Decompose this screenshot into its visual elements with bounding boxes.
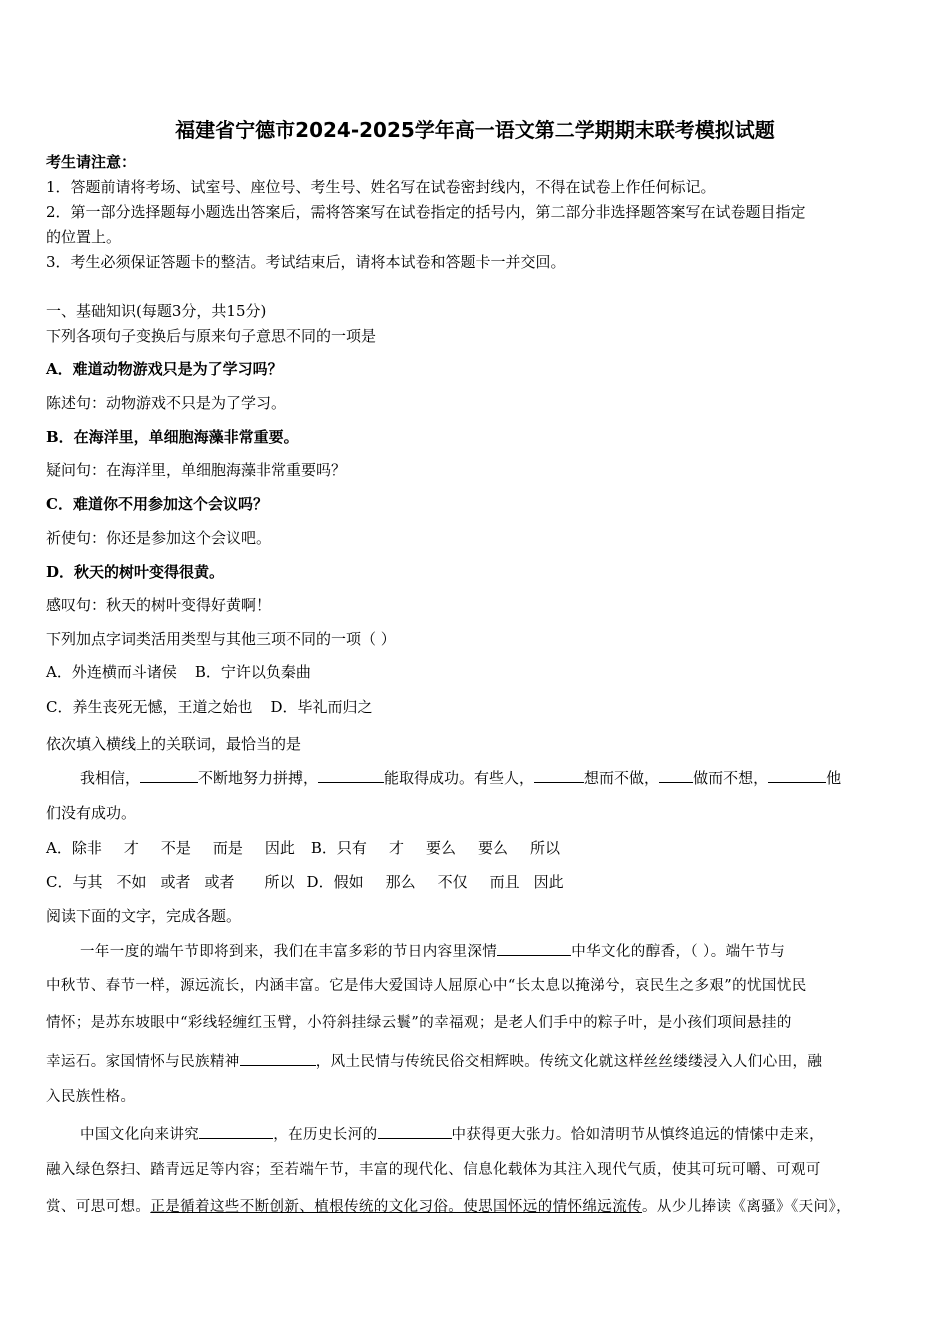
notice-item: 的位置上。	[46, 228, 122, 246]
option-line: A．难道动物游戏只是为了学习吗？	[46, 360, 283, 378]
fill-sentence-cont: 们没有成功。	[46, 804, 137, 822]
option-line: C．难道你不用参加这个会议吗？	[46, 495, 268, 513]
option-row: A．除非 才 不是 而是 因此 B．只有 才 要么 要么 所以	[46, 839, 560, 857]
option-d: D．毕礼而归之	[270, 698, 373, 716]
option-line: B．在海洋里，单细胞海藻非常重要。	[46, 428, 299, 446]
reading-intro: 阅读下面的文字，完成各题。	[46, 907, 242, 925]
option-c: C．养生丧死无憾，王道之始也	[46, 698, 253, 716]
option-a: A．外连横而斗诸侯	[46, 663, 177, 681]
question-stem: 依次填入横线上的关联词，最恰当的是	[46, 735, 302, 753]
passage-line: 一年一度的端午节即将到来，我们在丰富多彩的节日内容里深情 中华文化的醇香，（ ）。端午节与	[80, 940, 785, 962]
answer-blank[interactable]	[140, 767, 198, 783]
option-line: 疑问句：在海洋里，单细胞海藻非常重要吗？	[46, 461, 347, 479]
answer-blank[interactable]	[768, 767, 826, 783]
option-line: 祈使句：你还是参加这个会议吧。	[46, 529, 272, 547]
passage-line: 幸运石。家国情怀与民族精神 ，风土民情与传统民俗交相辉映。传统文化就这样丝丝缕缕浸入人们心田，融	[46, 1050, 822, 1072]
passage-line: 入民族性格。	[46, 1089, 136, 1105]
option-line: 陈述句：动物游戏不只是为了学习。	[46, 394, 287, 412]
passage-line: 中秋节、春节一样，源远流长，内涵丰富。它是伟大爱国诗人屈原心中“长太息以掩涕兮，哀民生之多艰”的忧国忧民	[46, 978, 807, 994]
page-title: 福建省宁德市2024-2025学年高一语文第二学期期末联考模拟试题	[175, 118, 775, 142]
option-b: B．宁许以负秦曲	[194, 663, 311, 681]
notice-item: 1．答题前请将考场、试室号、座位号、考生号、姓名写在试卷密封线内，不得在试卷上作任何标记。	[46, 178, 716, 196]
answer-blank[interactable]	[659, 767, 693, 783]
option-line: 感叹句：秋天的树叶变得好黄啊！	[46, 596, 272, 614]
option-row: C．与其 不如 或者 或者 所以 D．假如 那么 不仅 而且 因此	[46, 873, 564, 891]
underlined-sentence: 正是循着这些不断创新、植根传统的文化习俗。使思国怀远的情怀绵远流传	[150, 1199, 643, 1215]
section-heading: 一、基础知识(每题3分，共15分)	[46, 302, 267, 320]
passage-line: 赏、可思可想。正是循着这些不断创新、植根传统的文化习俗。使思国怀远的情怀绵远流传。从少儿捧读《离骚》《天问》，	[46, 1199, 852, 1215]
option-line: D．秋天的树叶变得很黄。	[46, 563, 225, 581]
answer-blank[interactable]	[497, 940, 571, 956]
passage-line: 中国文化向来讲究 ，在历史长河的 中获得更大张力。恰如清明节从慎终追远的情愫中走来，	[80, 1123, 824, 1145]
notice-item: 2．第一部分选择题每小题选出答案后，需将答案写在试卷指定的括号内，第二部分非选择题答案写在试卷题目指定	[46, 203, 806, 221]
fill-sentence: 我相信， 不断地努力拼搏， 能取得成功。有些人， 想而不做， 做而不想， 他	[80, 769, 842, 787]
question-stem: 下列各项句子变换后与原来句子意思不同的一项是	[46, 327, 377, 345]
question-stem: 下列加点字词类活用类型与其他三项不同的一项（ ）	[46, 630, 396, 648]
option-row	[46, 662, 311, 682]
passage-line: 情怀；是苏东坡眼中“彩线轻缠红玉臂，小符斜挂绿云鬟”的幸福观；是老人们手中的粽子叶，是小孩们项间悬挂的	[46, 1015, 792, 1031]
answer-blank[interactable]	[240, 1050, 316, 1066]
answer-blank[interactable]	[534, 767, 584, 783]
passage-line: 融入绿色祭扫、踏青远足等内容；至若端午节，丰富的现代化、信息化载体为其注入现代气质，使其可玩可嚼、可观可	[46, 1162, 821, 1178]
answer-blank[interactable]	[318, 767, 384, 783]
answer-blank[interactable]	[378, 1123, 452, 1139]
answer-blank[interactable]	[199, 1123, 273, 1139]
option-row	[46, 697, 373, 717]
notice-heading: 考生请注意：	[46, 153, 137, 171]
notice-item: 3．考生必须保证答题卡的整洁。考试结束后，请将本试卷和答题卡一并交回。	[46, 253, 566, 271]
